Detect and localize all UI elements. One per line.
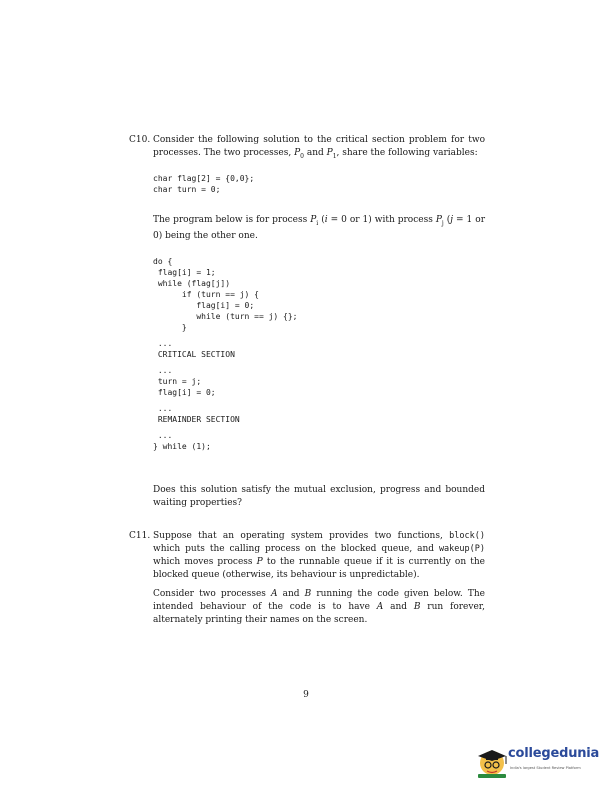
code-line: } (153, 323, 187, 332)
c10-variables (153, 173, 254, 195)
code-line: char turn = 0; (153, 185, 221, 194)
code-line: char flag[2] = {0,0}; (153, 174, 255, 183)
page-number: 9 (303, 690, 309, 700)
code-line: ... (153, 404, 173, 413)
code-line: } while (1); (153, 442, 211, 451)
c11-paragraph-2: Consider two processes A and B running the code given below. The intended behaviour of the code is to have A and B run forever, alternately printing their names on the screen. (153, 589, 485, 625)
code-line: CRITICAL SECTION (153, 350, 235, 359)
code-line: turn = j; (153, 377, 202, 386)
code-line: REMAINDER SECTION (153, 415, 240, 424)
code-line: ... (153, 366, 173, 375)
code-line: ... (153, 431, 173, 440)
c10-code-block (153, 256, 298, 452)
c11-paragraph-1: Suppose that an operating system provides two functions, block() which puts the calling process on the blocked queue, and wakeup(P) which moves process P to the runnable queue if it is currently on the blocked queue (otherwise, its behaviour is unpredictable). (153, 531, 485, 580)
code-line: while (flag[j]) (153, 279, 231, 288)
logo-name: collegedunia (508, 746, 600, 761)
logo-tagline: India's largest Student Review Platform (510, 766, 581, 770)
code-line: flag[i] = 0; (153, 301, 255, 310)
question-number-c11: C11. (129, 531, 151, 541)
c10-program-description: The program below is for process $P_i$ (i = 0 or 1) with process $P_j$ (j = 1 or 0) being the other one. (153, 215, 485, 241)
code-line: if (turn == j) { (153, 290, 259, 299)
c10-question: Does this solution satisfy the mutual exclusion, progress and bounded waiting properties? (153, 485, 485, 508)
c10-intro: Consider the following solution to the critical section problem for two processes. The two processes, $P_0$ and $P_1$, share the following variables: (153, 135, 485, 160)
code-line: while (turn == j) {}; (153, 312, 298, 321)
code-line: ... (153, 339, 173, 348)
code-line: flag[i] = 0; (153, 388, 216, 397)
code-line: flag[i] = 1; (153, 268, 216, 277)
question-number-c10: C10. (129, 135, 151, 145)
code-line: do { (153, 257, 173, 266)
